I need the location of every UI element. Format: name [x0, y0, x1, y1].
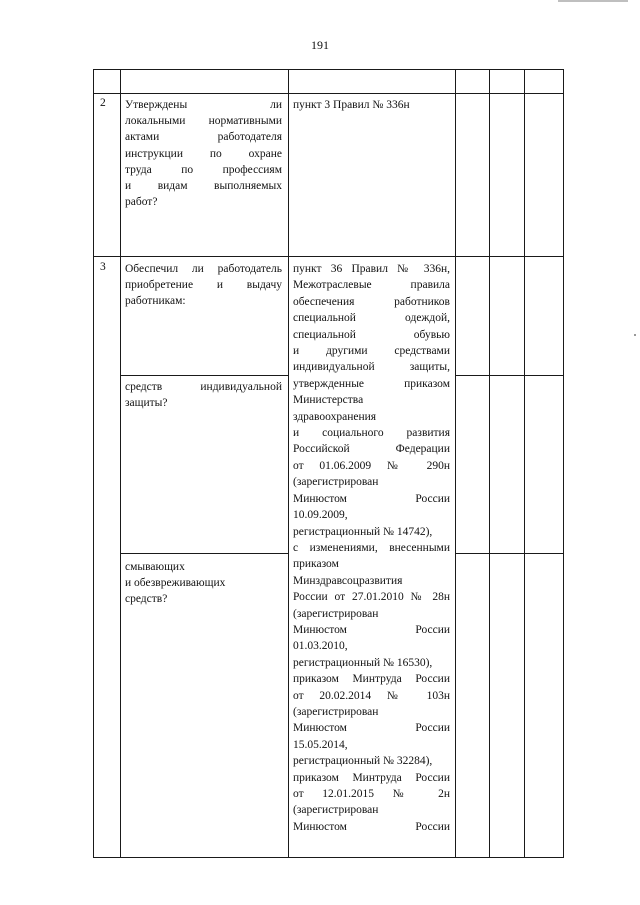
reference-line: пункт 36 Правил № 336н,: [293, 263, 450, 275]
question-line: и видам выполняемых: [125, 180, 282, 193]
row-number: 3: [100, 261, 106, 273]
row-2-reference: [293, 97, 450, 113]
table-line-sub-2: [120, 553, 288, 554]
reference-line: регистрационный № 16530),: [293, 656, 433, 669]
reference-line: Минюстом России: [293, 722, 450, 735]
table-line-col-1: [120, 69, 121, 858]
table-line-col-3: [455, 69, 456, 858]
reference-line: регистрационный № 32284),: [293, 755, 433, 768]
reference-line: здравоохранения: [293, 410, 377, 423]
question-line: локальными нормативными: [125, 115, 282, 128]
table-line-col-2: [288, 69, 289, 858]
table-line-col-6: [563, 69, 564, 858]
question-line: средств?: [125, 593, 168, 606]
scan-artifact-dot: [634, 334, 636, 336]
reference-line: 15.05.2014,: [293, 738, 348, 751]
table-line-sub-1: [120, 375, 288, 376]
table-line-col-5: [524, 69, 525, 858]
reference-line: (зарегистрирован: [293, 705, 379, 718]
question-line: и обезвреживающих: [125, 577, 226, 590]
reference-line: (зарегистрирован: [293, 804, 379, 817]
reference-line: от 20.02.2014 № 103н: [293, 689, 450, 702]
reference-line: и другими средствами: [293, 345, 450, 358]
reference-line: утвержденные приказом: [293, 377, 450, 390]
reference-line: Минюстом России: [293, 492, 450, 505]
table-line-bottom: [93, 857, 564, 858]
row-3-question: [125, 261, 282, 310]
reference-line: России от 27.01.2010 № 28н: [293, 591, 450, 604]
reference-line: Министерства: [293, 394, 364, 407]
reference-line: 10.09.2009,: [293, 509, 348, 522]
question-line: Утверждены ли: [125, 99, 282, 111]
reference-line: обеспечения работников: [293, 295, 450, 308]
row-number: 2: [100, 97, 106, 109]
table-line-col-0: [93, 69, 94, 858]
reference-line: от 01.06.2009 № 290н: [293, 459, 450, 472]
question-line: актами работодателя: [125, 131, 282, 144]
question-line: приобретение и выдачу: [125, 279, 282, 292]
reference-line: Межотраслевые правила: [293, 279, 450, 292]
sub-question-washing-agents: [125, 559, 282, 608]
reference-line: пункт 3 Правил № 336н: [293, 99, 410, 111]
question-line: Обеспечил ли работодатель: [125, 263, 282, 275]
reference-line: Минюстом России: [293, 820, 450, 833]
reference-line: приказом Минтруда России: [293, 771, 450, 784]
sub-question-ppe: [125, 379, 282, 411]
reference-line: приказом: [293, 558, 339, 571]
reference-line: (зарегистрирован: [293, 607, 379, 620]
reference-line: специальной одеждой,: [293, 312, 450, 325]
table-line-header-bottom: [93, 93, 564, 94]
row-3-reference: [293, 261, 450, 835]
question-line: инструкции по охране: [125, 147, 282, 160]
question-line: средств индивидуальной: [125, 381, 282, 393]
reference-line: приказом Минтруда России: [293, 673, 450, 686]
reference-line: специальной обувью: [293, 328, 450, 341]
table-line-col-4: [489, 69, 490, 858]
reference-line: 01.03.2010,: [293, 640, 348, 653]
reference-line: Минюстом России: [293, 623, 450, 636]
reference-line: Российской Федерации: [293, 443, 450, 456]
table-line-row-2-bottom: [93, 256, 564, 257]
reference-line: индивидуальной защиты,: [293, 361, 450, 374]
reference-line: от 12.01.2015 № 2н: [293, 788, 450, 800]
question-line: работникам:: [125, 295, 186, 308]
question-line: защиты?: [125, 397, 168, 410]
question-line: труда по профессиям: [125, 163, 282, 176]
reference-line: (зарегистрирован: [293, 476, 379, 489]
question-line: работ?: [125, 196, 158, 209]
row-2-question: [125, 97, 282, 210]
scan-artifact: [558, 0, 628, 2]
page-number: 191: [311, 38, 329, 52]
question-line: смывающих: [125, 561, 185, 573]
reference-line: регистрационный № 14742),: [293, 525, 433, 538]
table-line-top: [93, 69, 564, 70]
reference-line: и социального развития: [293, 427, 450, 440]
table-line-sub-1-right: [455, 375, 564, 376]
reference-line: Минздравсоцразвития: [293, 574, 403, 587]
table-line-sub-2-right: [455, 553, 564, 554]
reference-line: с изменениями, внесенными: [293, 541, 450, 554]
